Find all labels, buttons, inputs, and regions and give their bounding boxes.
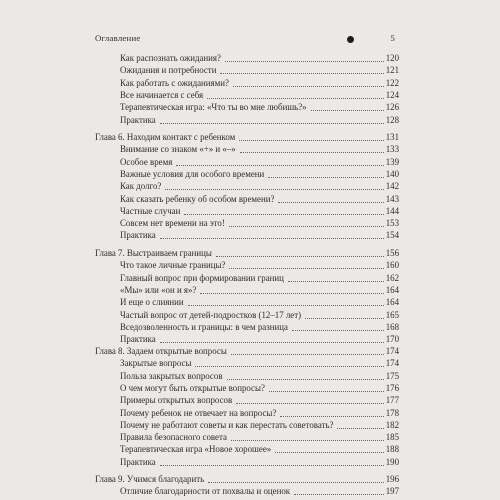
dot-leader <box>305 317 384 319</box>
toc-entry-title: Закрытые вопросы <box>120 358 192 369</box>
header-title: Оглавление <box>95 33 141 43</box>
toc-entry-page: 178 <box>385 407 399 418</box>
toc-entry-page: 154 <box>385 230 399 241</box>
toc-entry-page: 174 <box>385 358 399 369</box>
toc-entry-page: 153 <box>385 218 399 229</box>
toc-section-entry <box>120 217 399 229</box>
toc-entry-page: 124 <box>385 89 399 100</box>
dot-leader <box>160 237 384 239</box>
toc-section-entry <box>120 205 399 217</box>
dot-leader <box>227 378 384 380</box>
toc-entry-page: 156 <box>385 248 399 258</box>
toc-section-entry <box>120 272 399 284</box>
toc-entry-page: 139 <box>385 156 399 167</box>
toc-entry-title: Терапевтическая игра: «Что ты во мне любишь?» <box>120 102 307 113</box>
toc-entry-page: 143 <box>385 193 399 204</box>
dot-leader <box>229 225 384 227</box>
dot-leader <box>231 353 384 355</box>
toc-section-entry <box>120 382 399 394</box>
toc-entry-page: 120 <box>385 53 399 63</box>
toc-entry-page: 165 <box>385 309 399 320</box>
dot-leader <box>220 72 383 74</box>
toc-section-entry <box>120 229 399 241</box>
dot-leader <box>184 213 383 215</box>
toc-section-entry <box>120 77 399 89</box>
toc-section-entry <box>120 485 399 497</box>
toc-entry-page: 177 <box>385 395 399 406</box>
dot-leader <box>280 415 383 417</box>
dot-leader <box>200 292 383 294</box>
toc-entry-title: Частый вопрос от детей-подростков (12–17 лет) <box>120 309 302 320</box>
toc-section-entry <box>120 168 399 180</box>
toc-entry-title: Что такое личные границы? <box>120 260 226 271</box>
toc-section-entry <box>120 321 399 333</box>
toc-entry-page: 182 <box>385 419 399 430</box>
toc-chapter-entry <box>95 473 399 485</box>
toc-entry-title: Все начинается с себя <box>120 89 204 100</box>
dot-leader <box>208 481 384 483</box>
toc-entry-page: 121 <box>385 65 399 76</box>
toc-chapter-entry <box>95 247 399 259</box>
toc-section-entry <box>120 64 399 76</box>
toc-entry-page: 176 <box>385 382 399 393</box>
toc-chapter-entry <box>95 131 399 143</box>
dot-leader <box>292 329 384 331</box>
toc-section-entry <box>120 143 399 155</box>
toc-section-entry <box>120 114 399 126</box>
page-number: 5 <box>390 33 395 43</box>
dot-leader <box>231 439 384 441</box>
toc-entry-title: Практика <box>120 114 156 125</box>
bullet-dot-icon <box>347 36 354 43</box>
dot-leader <box>188 304 384 306</box>
toc-entry-title: Глава 8. Задаем открытые вопросы <box>95 346 227 356</box>
dot-leader <box>195 365 383 367</box>
dot-leader <box>278 201 383 203</box>
toc-entry-title: Главный вопрос при формировании границ <box>120 272 284 283</box>
toc-entry-title: Глава 6. Находим контакт с ребенком <box>95 132 236 142</box>
toc-entry-title: Особое время <box>120 156 173 167</box>
toc-entry-title: Важные условия для особого времени <box>120 168 265 179</box>
toc-entry-page: 162 <box>385 272 399 283</box>
toc-entry-title: Совсем нет времени на это! <box>120 218 225 229</box>
toc-entry-title: Практика <box>120 456 156 467</box>
toc-entry-title: Частные случаи <box>120 205 181 216</box>
dot-leader <box>275 451 383 453</box>
toc-section-entry <box>120 456 399 468</box>
toc-entry-page: 197 <box>385 486 399 497</box>
toc-entry-title: «Мы» или «он и я»? <box>120 284 197 295</box>
toc-section-entry <box>120 443 399 455</box>
toc-section-entry <box>120 333 399 345</box>
dot-leader <box>236 402 384 404</box>
toc-entry-title: Внимание со знаком «+» и «–» <box>120 144 236 155</box>
toc-section-entry <box>120 296 399 308</box>
dot-leader <box>229 267 383 269</box>
toc-entry-page: 140 <box>385 168 399 179</box>
dot-leader <box>160 122 384 124</box>
toc-entry-page: 175 <box>385 370 399 381</box>
toc-entry-title: Практика <box>120 334 156 345</box>
dot-leader <box>288 280 384 282</box>
toc-section-entry <box>120 284 399 296</box>
toc-section-entry <box>120 180 399 192</box>
toc-entry-page: 128 <box>385 114 399 125</box>
toc-section-entry <box>120 370 399 382</box>
toc-entry-page: 190 <box>385 456 399 467</box>
dot-leader <box>233 85 384 87</box>
toc-entry-page: 122 <box>385 77 399 88</box>
toc-section-entry <box>120 193 399 205</box>
toc-entry-page: 170 <box>385 334 399 345</box>
toc-entry-title: Почему не работают советы и как перестать советовать? <box>120 419 334 430</box>
toc-entry-page: 174 <box>385 346 399 356</box>
toc-entry-page: 168 <box>385 321 399 332</box>
dot-leader <box>294 493 384 495</box>
toc-entry-page: 142 <box>385 181 399 192</box>
toc-entry-title: Глава 7. Выстраиваем границы <box>95 248 212 258</box>
toc-section-entry <box>120 259 399 271</box>
dot-leader <box>165 188 383 190</box>
toc-section-entry <box>120 156 399 168</box>
toc-entry-page: 185 <box>385 432 399 443</box>
toc-section-entry <box>120 52 399 64</box>
toc-entry-title: Как работать с ожиданиями? <box>120 77 229 88</box>
toc-entry-title: Правила безопасного совета <box>120 432 227 443</box>
toc-section-entry <box>120 357 399 369</box>
toc-section-entry <box>120 89 399 101</box>
toc-section-entry <box>120 101 399 113</box>
dot-leader <box>337 427 383 429</box>
toc-entry-title: Польза закрытых вопросов <box>120 370 223 381</box>
toc-entry-page: 126 <box>385 102 399 113</box>
toc-entry-title: Как распознать ожидания? <box>120 53 221 63</box>
toc-entry-title: Как долго? <box>120 181 162 192</box>
toc-entry-page: 164 <box>385 297 399 308</box>
toc-entry-page: 131 <box>385 132 399 142</box>
toc-entry-title: И еще о слиянии <box>120 297 184 308</box>
toc-entry-title: Практика <box>120 230 156 241</box>
toc-section-entry <box>120 419 399 431</box>
toc-entry-title: Как сказать ребенку об особом времени? <box>120 193 275 204</box>
toc-entry-page: 188 <box>385 444 399 455</box>
toc-section-entry <box>120 309 399 321</box>
toc-entry-title: Почему ребенок не отвечает на вопросы? <box>120 407 277 418</box>
toc-entry-page: 133 <box>385 144 399 155</box>
dot-leader <box>225 60 384 62</box>
toc-entry-title: О чем могут быть открытые вопросы? <box>120 382 265 393</box>
dot-leader <box>216 255 384 257</box>
dot-leader <box>176 164 383 166</box>
toc-chapter-entry <box>95 345 399 357</box>
running-header <box>95 33 395 47</box>
dot-leader <box>240 151 384 153</box>
toc-entry-page: 160 <box>385 260 399 271</box>
toc-entry-title: Терапевтическая игра «Новое хорошее» <box>120 444 272 455</box>
dot-leader <box>311 109 384 111</box>
dot-leader <box>239 139 383 141</box>
dot-leader <box>160 341 384 343</box>
toc-entry-title: Примеры открытых вопросов <box>120 395 233 406</box>
toc-entry-title: Отличие благодарности от похвалы и оценок <box>120 486 291 497</box>
toc-entry-page: 144 <box>385 205 399 216</box>
toc-entry-page: 164 <box>385 284 399 295</box>
toc-section-entry <box>120 407 399 419</box>
toc-section-entry <box>120 431 399 443</box>
toc-entry-title: Вседозволенность и границы: в чем разница <box>120 321 288 332</box>
dot-leader <box>269 390 384 392</box>
dot-leader <box>207 97 384 99</box>
toc-entry-title: Ожидания и потребности <box>120 65 217 76</box>
toc-entry-page: 196 <box>385 474 399 484</box>
dot-leader <box>160 464 384 466</box>
dot-leader <box>268 176 383 178</box>
toc-section-entry <box>120 394 399 406</box>
toc-entry-title: Глава 9. Учимся благодарить <box>95 474 205 484</box>
